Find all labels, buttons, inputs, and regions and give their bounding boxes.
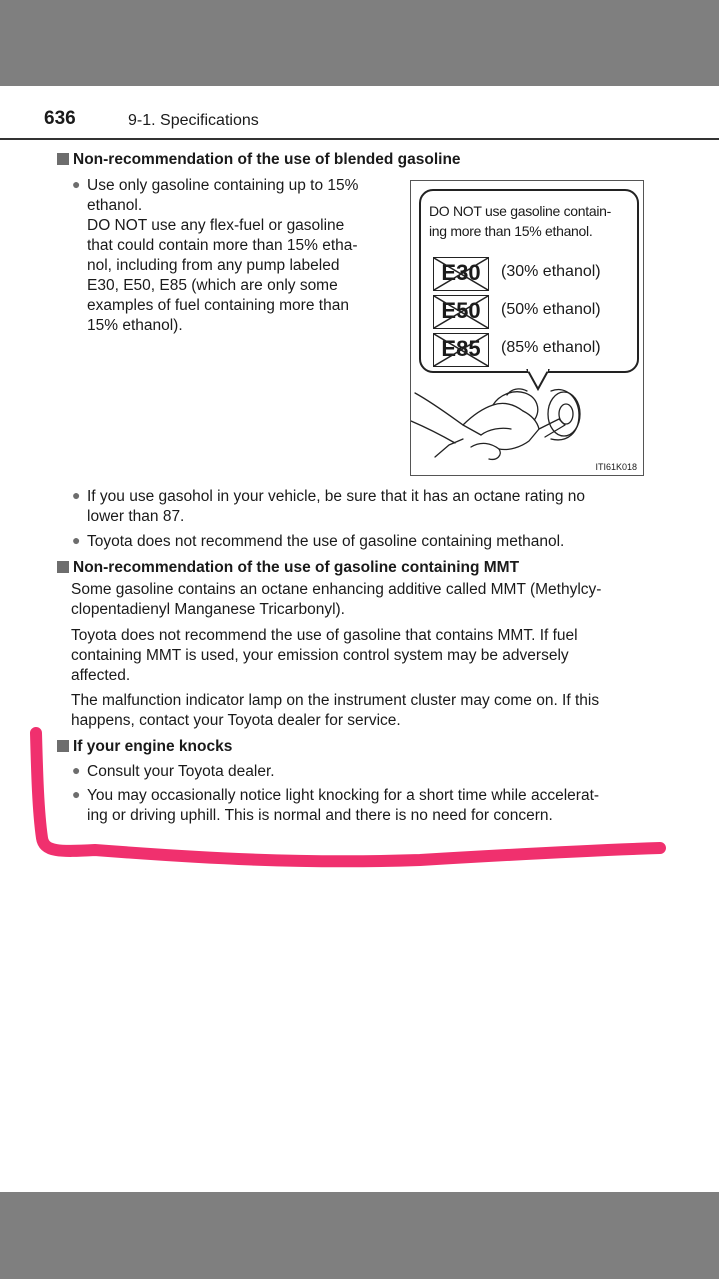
bullet-dot-icon: ● — [72, 786, 81, 802]
bullet-text: You may occasionally notice light knocking for a short time while accelerat- ing or driving uphill. This is normal and there is no need for concern. — [87, 787, 600, 824]
mmt-paragraph-1: Some gasoline contains an octane enhancing additive called MMT (Methylcy- clopentadienyl Manganese Tricarbonyl). — [71, 581, 602, 618]
mmt-paragraph-3: The malfunction indicator lamp on the instrument cluster may come on. If this happens, contact your Toyota dealer for service. — [71, 692, 600, 729]
callout-text: DO NOT use gasoline contain- ing more than 15% ethanol. — [429, 203, 611, 239]
heading-text: If your engine knocks — [73, 738, 233, 755]
bullet-text: Toyota does not recommend the use of gasoline containing methanol. — [87, 533, 565, 550]
section-title: 9-1. Specifications — [128, 112, 259, 129]
bullet-text: If you use gasohol in your vehicle, be sure that it has an octane rating no lower than 87. — [87, 488, 586, 525]
mmt-paragraph-2: Toyota does not recommend the use of gasoline that contains MMT. If fuel containing MMT is used, your emission control system may be adversely affected. — [71, 627, 578, 684]
bullet-dot-icon: ● — [72, 487, 81, 503]
warning-callout: DO NOT use gasoline contain- ing more than 15% ethanol. E30 (30% ethanol) E50 (50% ethanol) E85 (85% ethanol) — [419, 189, 639, 373]
bullet-dot-icon: ● — [72, 762, 81, 778]
crossed-pump-label-icon: E85 — [433, 333, 489, 367]
bullet-text: Consult your Toyota dealer. — [87, 763, 275, 780]
heading-text: Non-recommendation of the use of gasoline containing MMT — [73, 559, 520, 576]
bullet-text: Use only gasoline containing up to 15% ethanol. DO NOT use any flex-fuel or gasoline that could contain more than 15% etha- nol, including from any pump labeled E30, E50, E85 (which are only some examples of fuel containing more than 15% ethanol). — [87, 177, 359, 334]
crossed-pump-label-icon: E50 — [433, 295, 489, 329]
figure-id: ITI61K018 — [595, 462, 637, 472]
crossed-pump-label-icon: E30 — [433, 257, 489, 291]
page-number: 636 — [44, 108, 76, 129]
bullet-dot-icon: ● — [72, 532, 81, 548]
heading-text: Non-recommendation of the use of blended gasoline — [73, 151, 461, 168]
bullet-dot-icon: ● — [72, 176, 81, 192]
